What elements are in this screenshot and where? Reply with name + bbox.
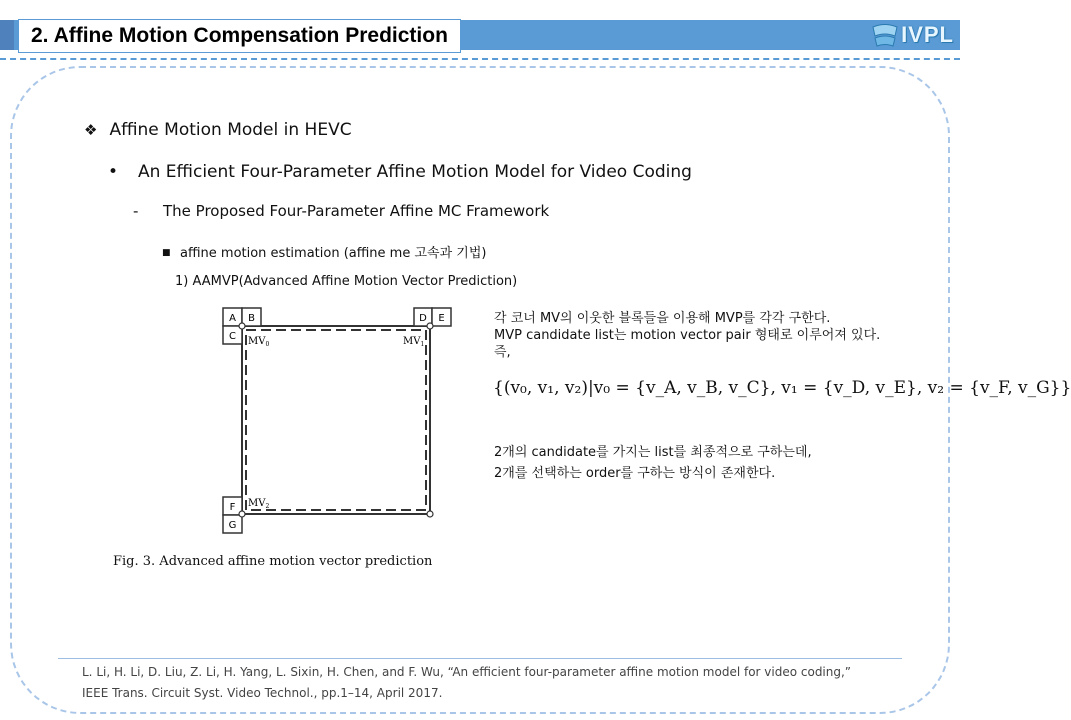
description-line-4: 2개의 candidate를 가지는 list를 최종적으로 구하는데,	[494, 445, 812, 460]
header-accent	[0, 20, 14, 50]
outline-level1-text: Affine Motion Model in HEVC	[109, 120, 352, 140]
block-A	[223, 308, 242, 326]
logo-mark-icon	[871, 22, 899, 48]
corner-point-2	[239, 511, 245, 517]
diamond-bullet-icon: ❖	[84, 121, 98, 139]
candidate-formula	[493, 378, 1071, 398]
dot-bullet-icon: •	[108, 162, 119, 182]
outline-level4	[162, 242, 486, 261]
block-D-label: D	[419, 313, 427, 324]
mv1-label: $MV_1$	[403, 336, 425, 348]
formula-text: {(v₀, v₁, v₂)|v₀ = {v_A, v_B, v_C}, v₁ = {v_D, v_E}, v₂ = {v_F, v_G}}	[493, 378, 1071, 398]
logo-text: IVPL	[901, 22, 954, 47]
corner-point-0	[239, 323, 245, 329]
footnote-line-2: IEEE Trans. Circuit Syst. Video Technol., pp.1–14, April 2017.	[82, 686, 443, 700]
outline-level2-text: An Efficient Four-Parameter Affine Motion Model for Video Coding	[138, 162, 692, 182]
outline-level4-text: affine motion estimation (affine me 고속과 기법)	[180, 246, 487, 261]
footnote-line-1: L. Li, H. Li, D. Liu, Z. Li, H. Yang, L. Sixin, H. Chen, and F. Wu, “An efficient four-parameter affine motion model for video coding,”	[82, 665, 852, 679]
outline-level2	[108, 162, 692, 182]
current-block	[242, 326, 430, 514]
footnote-divider	[58, 658, 902, 659]
slide-title: 2. Affine Motion Compensation Prediction	[18, 19, 461, 53]
dash-bullet-icon: -	[133, 202, 139, 220]
corner-point-1	[427, 323, 433, 329]
ivpl-logo	[871, 20, 954, 50]
block-E	[432, 308, 451, 326]
description-line-3: 즉,	[494, 345, 511, 360]
block-E-label: E	[438, 313, 445, 324]
reference-footnote	[82, 662, 851, 704]
block-B-label: B	[248, 313, 255, 324]
square-bullet-icon: ■	[162, 248, 171, 258]
outline-level1	[84, 120, 352, 140]
block-C	[223, 326, 242, 344]
current-block-dashed	[246, 330, 426, 510]
description-line-2: MVP candidate list는 motion vector pair 형태로 이루어져 있다.	[494, 328, 881, 343]
block-A-label: A	[229, 313, 236, 324]
corner-point-3	[427, 511, 433, 517]
outline-level3	[133, 202, 549, 220]
aamvp-figure	[215, 300, 455, 540]
block-C-label: C	[229, 331, 236, 342]
mv0-label: $MV_0$	[248, 336, 270, 348]
block-G	[223, 515, 242, 533]
header-divider	[0, 58, 960, 60]
block-F-label: F	[229, 502, 236, 513]
description-line-5: 2개를 선택하는 order를 구하는 방식이 존재한다.	[494, 466, 776, 481]
description-line-1: 각 코너 MV의 이웃한 블록들을 이용해 MVP를 각각 구한다.	[494, 311, 831, 326]
block-B	[242, 308, 261, 326]
mv2-label: $MV_2$	[248, 498, 270, 510]
outline-level5: 1) AAMVP(Advanced Affine Motion Vector Prediction)	[175, 274, 518, 289]
description-block-2	[494, 442, 812, 484]
description-block-1	[494, 308, 880, 363]
outline-level3-text: The Proposed Four-Parameter Affine MC Framework	[163, 202, 550, 220]
figure-caption: Fig. 3. Advanced affine motion vector prediction	[113, 554, 433, 569]
block-G-label: G	[228, 520, 237, 531]
